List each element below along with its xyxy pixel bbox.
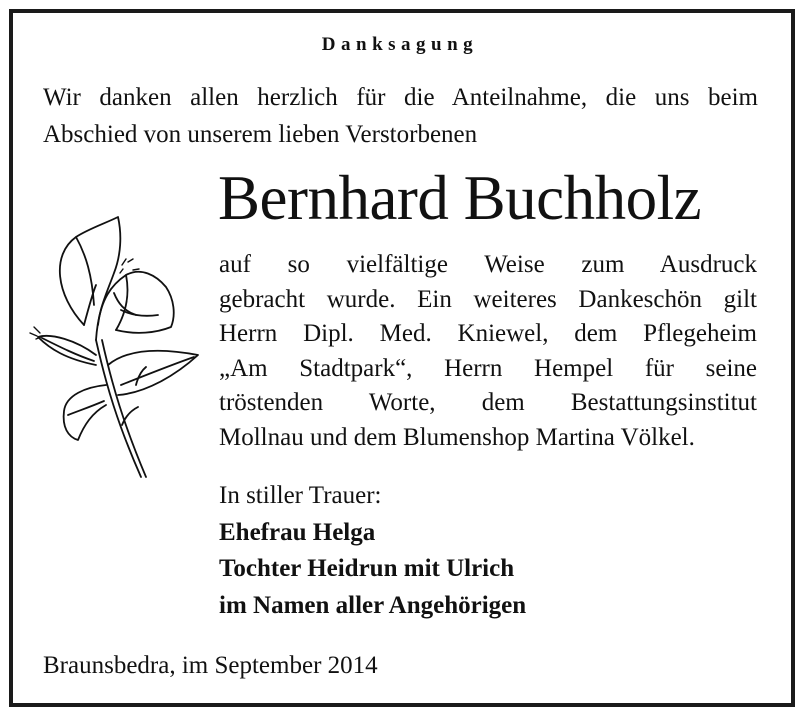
body-line: gebracht wurde. Ein weiteres Dankeschön gilt <box>219 285 757 313</box>
calla-lily-icon <box>26 215 204 487</box>
body-line: „Am Stadtpark“, Herrn Hempel für seine <box>219 354 757 382</box>
intro-text <box>43 79 758 153</box>
body-line: tröstenden Worte, dem Bestattungsinstitut <box>219 389 757 416</box>
body-line: Mollnau und dem Blumenshop Martina Völkel. <box>219 423 695 451</box>
place-date: Braunsbedra, im September 2014 <box>43 652 378 679</box>
mourner-daughter: Tochter Heidrun mit Ulrich <box>219 555 515 582</box>
body-line: auf so vielfältige Weise zum Ausdruck <box>219 251 757 278</box>
mourner-wife: Ehefrau Helga <box>219 518 376 546</box>
notice-heading: Danksagung <box>321 34 479 55</box>
intro-line-1: Wir danken allen herzlich für die Anteilnahme, die uns beim <box>43 84 758 111</box>
mourning-block <box>219 478 526 624</box>
deceased-name: Bernhard Buchholz <box>218 163 702 233</box>
mourning-intro: In stiller Trauer: <box>219 482 382 509</box>
intro-line-2: Abschied von unserem lieben Verstorbenen <box>43 121 478 148</box>
thanks-body <box>219 248 757 455</box>
body-line: Herrn Dipl. Med. Kniewel, dem Pflegeheim <box>219 320 757 347</box>
mourner-relatives: im Namen aller Angehörigen <box>219 591 527 619</box>
